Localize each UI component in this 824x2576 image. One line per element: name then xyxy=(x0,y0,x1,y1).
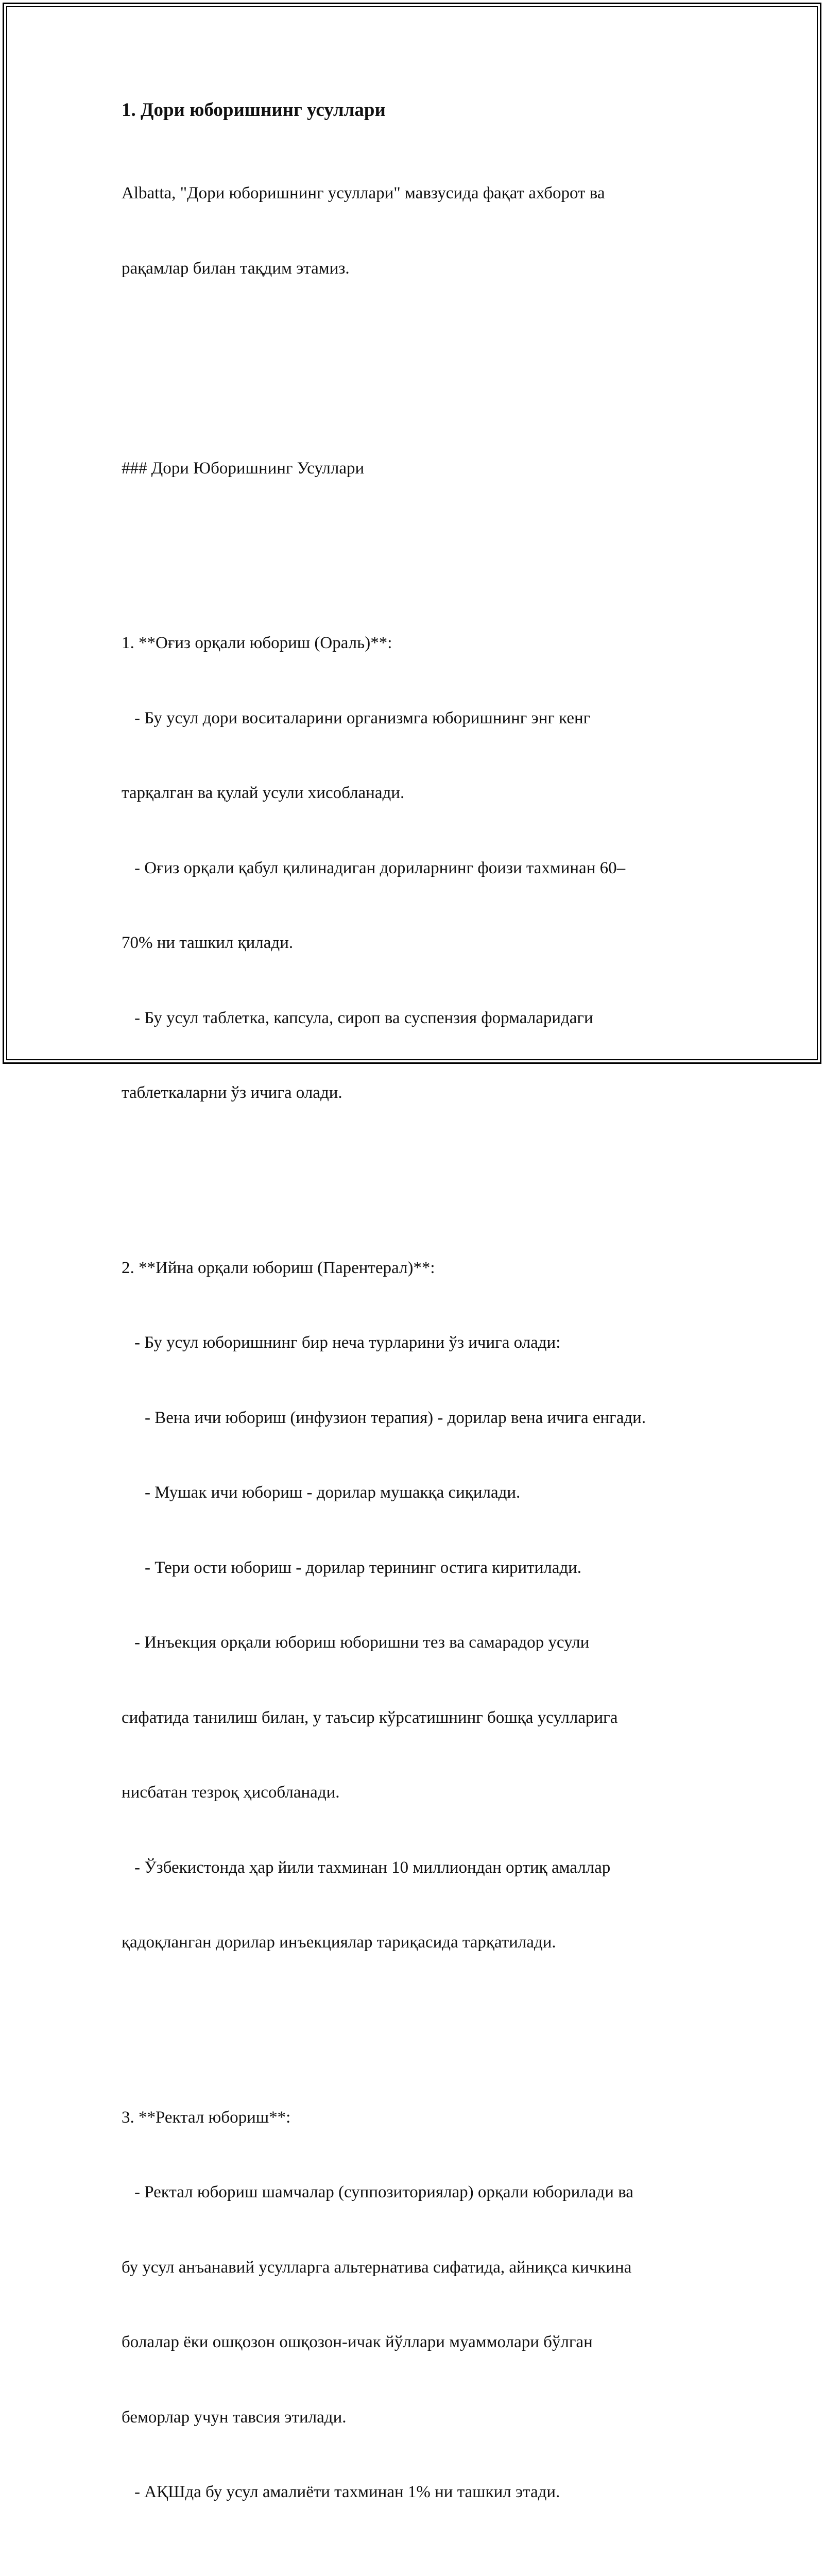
section-1-heading: 1. **Оғиз орқали юбориш (Ораль)**: xyxy=(122,631,729,656)
bullet-line: - Бу усул юборишнинг бир неча турларини ўз ичига олади: xyxy=(122,1330,729,1355)
bullet-line: - АҚШда бу усул амалиёти тахминан 1% ни ташкил этади. xyxy=(122,2480,729,2505)
text-line: таблеткаларни ўз ичига олади. xyxy=(122,1080,729,1106)
section-3-heading: 3. **Ректал юбориш**: xyxy=(122,2105,729,2130)
text-line: бу усул анъанавий усулларга альтернатива сифатида, айниқса кичкина xyxy=(122,2255,729,2280)
intro-paragraph xyxy=(122,131,729,331)
intro-line: рақамлар билан тақдим этамиз. xyxy=(122,256,729,281)
text-line: тарқалган ва қулай усули хисобланади. xyxy=(122,781,729,806)
sub-bullet-line: - Тери ости юбориш - дорилар терининг остига киритилади. xyxy=(122,1555,729,1581)
section-2-heading: 2. **Ийна орқали юбориш (Парентерал)**: xyxy=(122,1256,729,1281)
sub-bullet-line: - Мушак ичи юбориш - дорилар мушакқа сиқилади. xyxy=(122,1480,729,1505)
bullet-line: - Оғиз орқали қабул қилинадиган дориларнинг фоизи тахминан 60– xyxy=(122,856,729,881)
document-body xyxy=(122,331,729,2576)
blank-line xyxy=(122,1156,729,1181)
text-line: қадоқланган дорилар инъекциялар тариқасида тарқатилади. xyxy=(122,1930,729,1955)
bullet-line: - Бу усул таблетка, капсула, сироп ва суспензия формаларидаги xyxy=(122,1006,729,1031)
bullet-line: - Бу усул дори воситаларини организмга юборишнинг энг кенг xyxy=(122,706,729,731)
bullet-line: - Ўзбекистонда ҳар йили тахминан 10 миллиондан ортиқ амаллар xyxy=(122,1855,729,1880)
intro-line: Albatta, "Дори юборишнинг усуллари" мавзусида фақат ахборот ва xyxy=(122,181,729,206)
subheading-line: ### Дори Юборишнинг Усуллари xyxy=(122,456,729,481)
text-line: болалар ёки ошқозон ошқозон-ичак йўллари муаммолари бўлган xyxy=(122,2330,729,2355)
blank-line xyxy=(122,381,729,406)
bullet-line: - Ректал юбориш шамчалар (суппозиториялар) орқали юборилади ва xyxy=(122,2180,729,2205)
text-line: беморлар учун тавсия этилади. xyxy=(122,2405,729,2430)
sub-bullet-line: - Вена ичи юбориш (инфузион терапия) - дорилар вена ичига енгади. xyxy=(122,1405,729,1431)
document-title: 1. Дори юборишнинг усуллари xyxy=(122,96,729,125)
blank-line xyxy=(122,2555,729,2576)
blank-line xyxy=(122,531,729,556)
text-line: 70% ни ташкил қилади. xyxy=(122,930,729,956)
bullet-line: - Инъекция орқали юбориш юборишни тез ва самарадор усули xyxy=(122,1630,729,1655)
text-line: сифатида танилиш билан, у таъсир кўрсатишнинг бошқа усулларига xyxy=(122,1705,729,1731)
blank-line xyxy=(122,2005,729,2030)
document-content xyxy=(122,96,729,2576)
text-line: нисбатан тезроқ ҳисобланади. xyxy=(122,1780,729,1805)
